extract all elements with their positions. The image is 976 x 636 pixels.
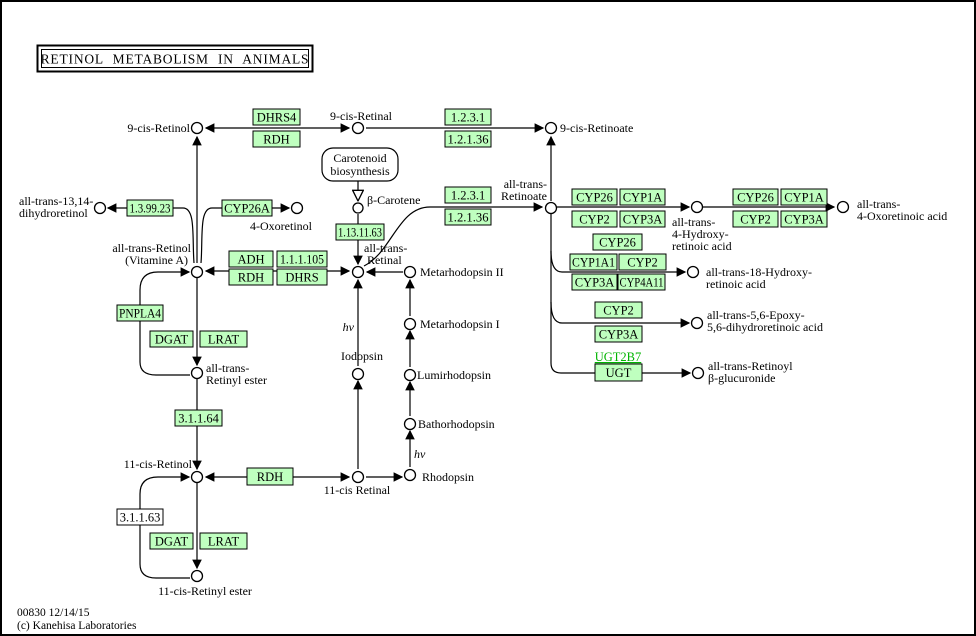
enzyme-label: CYP26: [576, 190, 613, 205]
map-label-line2: biosynthesis: [330, 164, 390, 178]
enzyme-label: CYP26: [737, 190, 774, 205]
map-label-line1: Carotenoid: [333, 151, 387, 165]
label-metarhodopsin-I: Metarhodopsin I: [420, 317, 500, 331]
enzyme-box-cyp3a-r1b[interactable]: [620, 211, 665, 227]
enzyme-label: 1.2.1.36: [447, 132, 489, 147]
label-4hydroxy-line1: all-trans-: [672, 215, 716, 229]
copyright: (c) Kanehisa Laboratories: [17, 620, 137, 632]
enzyme-box-rdh-mid[interactable]: [229, 269, 273, 285]
title-box: [38, 46, 313, 72]
label-4hydroxy-line3: retinoic acid: [672, 239, 732, 253]
label-4hydroxy-line2: 4-Hydroxy-: [672, 227, 729, 241]
enzyme-box-ec12136-mid[interactable]: [445, 209, 491, 225]
enzyme-label: CYP3A: [784, 212, 824, 227]
enzyme-box-adh[interactable]: [229, 251, 273, 267]
enzyme-label: 1.2.3.1: [450, 110, 486, 125]
edge-atester-atretinol-pnpla4: [140, 272, 190, 375]
enzyme-label: PNPLA4: [119, 306, 162, 321]
enzyme-label: RDH: [256, 470, 284, 484]
enzyme-box-rdh-top[interactable]: [253, 131, 300, 147]
label-atretinoate-line2: Retinoate: [501, 189, 547, 203]
enzyme-box-cyp2-r2b[interactable]: [733, 211, 778, 227]
enzyme-label: RDH: [263, 132, 290, 147]
enzyme-label: CYP3A: [598, 327, 639, 342]
node-11cis-retinal[interactable]: [353, 472, 364, 483]
node-4oxoretinoic-acid[interactable]: [838, 202, 849, 213]
enzyme-label: CYP1A: [622, 190, 663, 205]
label-alltrans-retinal-line2: Retinal: [367, 253, 402, 267]
enzyme-box-cyp26-r1a[interactable]: [572, 189, 617, 205]
enzyme-box-dhrs[interactable]: [277, 269, 327, 285]
footer: [17, 607, 137, 632]
enzyme-label: 1.2.1.36: [447, 210, 489, 225]
enzyme-label: DGAT: [154, 534, 189, 549]
enzyme-box-ugt[interactable]: [595, 364, 642, 381]
node-lumirhodopsin[interactable]: [405, 370, 416, 381]
map-id-and-date: 00830 12/14/15: [17, 607, 90, 619]
enzyme-label: DHRS: [285, 270, 319, 285]
node-beta-carotene[interactable]: [353, 203, 363, 213]
label-dihydroretinol-line1: all-trans-13,14-: [19, 194, 94, 208]
enzyme-box-ec111105[interactable]: [277, 251, 327, 267]
node-56epoxy-retinoic-acid[interactable]: [692, 318, 703, 329]
enzyme-box-cyp26a[interactable]: [222, 200, 272, 216]
node-retinoyl-glucuronide[interactable]: [693, 368, 704, 379]
enzyme-label: CYP3A: [574, 275, 615, 290]
page-title: RETINOL METABOLISM IN ANIMALS: [40, 51, 310, 67]
node-iodopsin[interactable]: [353, 369, 364, 380]
enzyme-box-lrat-bottom[interactable]: [200, 533, 247, 549]
enzyme-box-cyp2-r1b[interactable]: [572, 211, 617, 227]
enzyme-label: CYP26A: [224, 201, 270, 216]
enzyme-label: CYP2: [627, 255, 658, 270]
enzyme-box-cyp1a1[interactable]: [570, 254, 617, 270]
label-alltrans-retinol-line2: (Vitamine A): [125, 253, 188, 267]
enzyme-label: 1.13.11.63: [338, 225, 382, 240]
node-bathorhodopsin[interactable]: [405, 419, 416, 430]
label-18hydroxy-line1: all-trans-18-Hydroxy-: [706, 265, 812, 279]
enzyme-box-dhrs4[interactable]: [253, 109, 300, 125]
label-18hydroxy-line2: retinoic acid: [706, 277, 766, 291]
label-rhodopsin: Rhodopsin: [422, 470, 475, 484]
enzyme-label: CYP1A: [784, 190, 824, 205]
enzyme-box-cyp26-r2a[interactable]: [733, 189, 778, 205]
label-hv-rhodopsin: hν: [414, 447, 426, 461]
enzyme-label: CYP4A11: [619, 275, 664, 290]
enzyme-box-ec1231-mid[interactable]: [445, 187, 491, 203]
enzyme-label: CYP2: [579, 212, 610, 227]
gene-link-ugt2b7[interactable]: UGT2B7: [594, 350, 642, 364]
enzyme-label: ADH: [237, 252, 265, 267]
label-bathorhodopsin: Bathorhodopsin: [418, 417, 495, 431]
enzyme-label: UGT: [605, 366, 632, 380]
enzyme-box-ec139923[interactable]: [127, 200, 173, 216]
node-11cis-retinol[interactable]: [192, 472, 203, 483]
label-lumirhodopsin: Lumirhodopsin: [417, 368, 491, 382]
node-alltrans-retinal[interactable]: [353, 267, 364, 278]
label-11cis-retinal: 11-cis Retinal: [323, 483, 391, 497]
label-dihydroretinol-line2: dihydroretinol: [19, 206, 88, 220]
label-glucuronide-line1: all-trans-Retinoyl: [708, 359, 793, 373]
label-9cis-retinol: 9-cis-Retinol: [127, 121, 190, 135]
enzyme-label: 3.1.1.63: [119, 510, 161, 525]
node-9cis-retinoate[interactable]: [546, 123, 557, 134]
enzyme-label: LRAT: [207, 534, 240, 549]
enzyme-box-cyp4a11[interactable]: [618, 274, 665, 290]
enzyme-box-cyp2-epoxy[interactable]: [595, 302, 642, 318]
enzyme-box-dgat-top[interactable]: [150, 331, 193, 347]
node-alltrans-retinyl-ester[interactable]: [192, 368, 203, 379]
enzyme-box-ec12136-top[interactable]: [445, 131, 491, 147]
enzyme-box-cyp1a-r2a[interactable]: [781, 189, 827, 205]
label-beta-carotene: β-Carotene: [367, 193, 421, 207]
node-4oxoretinol[interactable]: [292, 203, 303, 214]
label-iodopsin: Iodopsin: [341, 349, 383, 363]
label-9cis-retinoate: 9-cis-Retinoate: [560, 121, 634, 135]
label-11cis-retinol: 11-cis-Retinol: [123, 457, 192, 471]
enzyme-box-ec1131163[interactable]: [336, 224, 384, 240]
enzyme-box-cyp26-single[interactable]: [593, 234, 642, 250]
label-atretinoate-line1: all-trans-: [503, 177, 547, 191]
enzyme-box-dgat-bottom[interactable]: [150, 533, 193, 549]
enzyme-box-ec1231-top[interactable]: [445, 109, 491, 125]
enzyme-label: RDH: [237, 270, 265, 285]
node-metarhodopsin-II[interactable]: [405, 267, 416, 278]
node-4hydroxy-retinoic-acid[interactable]: [692, 202, 703, 213]
enzyme-label: 1.1.1.105: [280, 252, 324, 267]
node-dihydroretinol[interactable]: [95, 203, 106, 214]
node-9cis-retinol[interactable]: [192, 123, 203, 134]
enzyme-box-cyp3a-epoxy[interactable]: [595, 326, 642, 342]
label-alltrans-retinal-line1: all-trans-: [364, 241, 408, 255]
edge-11cisester-11cisretinol-ec31163: [140, 477, 190, 578]
label-9cis-retinal: 9-cis-Retinal: [330, 109, 392, 123]
enzyme-label: 3.1.1.64: [178, 411, 219, 426]
label-hv-iodopsin: hν: [342, 320, 354, 334]
enzyme-box-ec31164[interactable]: [175, 410, 222, 426]
label-56epoxy-line2: 5,6-dihydroretinoic acid: [707, 320, 823, 334]
enzyme-label: CYP2: [603, 303, 634, 318]
enzyme-label: 1.2.3.1: [450, 188, 486, 203]
enzyme-box-cyp3a-18oh[interactable]: [572, 274, 617, 290]
enzyme-box-pnpla4[interactable]: [117, 305, 163, 321]
enzyme-label: CYP2: [740, 212, 771, 227]
enzyme-label: DHRS4: [256, 110, 297, 125]
label-atretinyl-ester-line2: Retinyl ester: [206, 373, 267, 387]
label-4oxo-line1: all-trans-: [857, 197, 901, 211]
label-alltrans-retinol-line1: all-trans-Retinol: [112, 241, 191, 255]
enzyme-label: LRAT: [207, 332, 240, 347]
enzyme-label: CYP1A1: [572, 255, 615, 270]
node-alltrans-retinoate[interactable]: [546, 203, 557, 214]
node-rhodopsin[interactable]: [405, 470, 416, 481]
enzyme-label: DGAT: [154, 332, 189, 347]
label-metarhodopsin-II: Metarhodopsin II: [420, 265, 504, 279]
label-4oxo-line2: 4-Oxoretinoic acid: [857, 209, 948, 223]
node-18hydroxy-retinoic-acid[interactable]: [688, 267, 699, 278]
node-metarhodopsin-I[interactable]: [405, 319, 416, 330]
enzyme-label: 1.3.99.23: [129, 201, 171, 216]
enzyme-box-ec31163[interactable]: [117, 509, 163, 525]
node-alltrans-retinol[interactable]: [192, 267, 203, 278]
label-56epoxy-line1: all-trans-5,6-Epoxy-: [707, 308, 805, 322]
label-4oxoretinol: 4-Oxoretinol: [250, 219, 312, 233]
enzyme-label: CYP3A: [622, 212, 663, 227]
enzyme-box-cyp1a-r1a[interactable]: [620, 189, 665, 205]
enzyme-box-lrat-top[interactable]: [200, 331, 247, 347]
enzyme-box-cyp3a-r2b[interactable]: [781, 211, 827, 227]
node-9cis-retinal[interactable]: [353, 123, 364, 134]
enzyme-box-rdh-bottom[interactable]: [247, 468, 293, 485]
linked-map-carotenoid-biosynthesis[interactable]: [322, 148, 398, 181]
label-glucuronide-line2: β-glucuronide: [708, 371, 776, 385]
enzyme-box-cyp2-18oh[interactable]: [619, 254, 666, 270]
enzyme-label: CYP26: [599, 235, 636, 250]
label-11cis-retinyl-ester: 11-cis-Retinyl ester: [158, 584, 252, 598]
node-11cis-retinyl-ester[interactable]: [192, 571, 203, 582]
label-atretinyl-ester-line1: all-trans-: [206, 361, 250, 375]
